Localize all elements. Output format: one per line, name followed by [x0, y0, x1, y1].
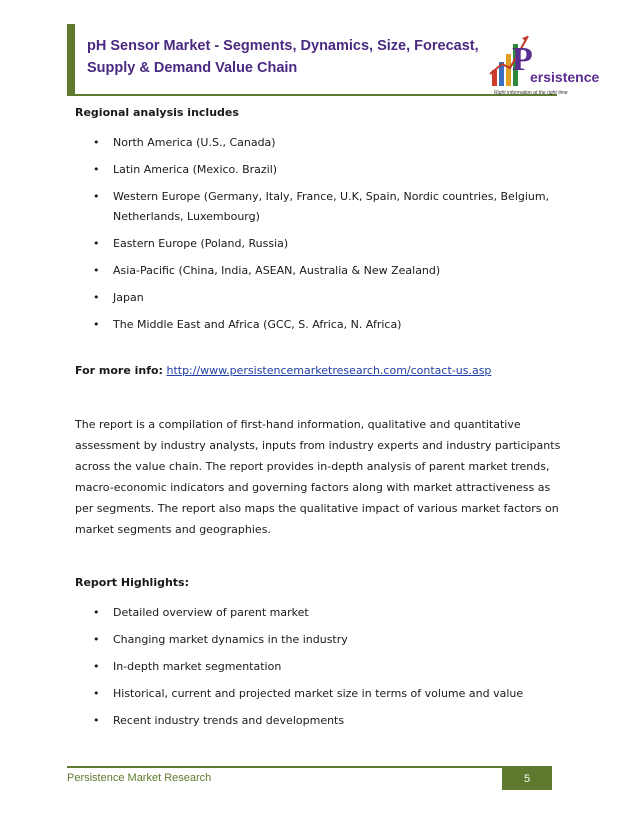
more-info-label: For more info:	[75, 364, 163, 377]
list-item	[75, 630, 565, 650]
bullet-icon: •	[93, 190, 100, 203]
logo-graphic	[488, 30, 600, 100]
list-item	[75, 187, 565, 227]
list-item-text: North America (U.S., Canada)	[113, 136, 276, 149]
list-item-text: Changing market dynamics in the industry	[113, 633, 348, 646]
highlights-list	[75, 603, 565, 731]
list-item	[75, 657, 565, 677]
contact-link[interactable]: http://www.persistencemarketresearch.com/contact-us.asp	[166, 364, 492, 377]
list-item	[75, 133, 565, 153]
page-header	[67, 24, 557, 96]
page-footer	[67, 766, 552, 790]
title-line-2: Supply & Demand Value Chain	[87, 60, 298, 76]
bullet-icon: •	[93, 660, 100, 673]
bullet-icon: •	[93, 318, 100, 331]
title-line-1: pH Sensor Market - Segments, Dynamics, Size, Forecast,	[87, 38, 479, 54]
list-item-text: Detailed overview of parent market	[113, 606, 309, 619]
list-item-text: Latin America (Mexico. Brazil)	[113, 163, 278, 176]
footer-company: Persistence Market Research	[67, 772, 212, 784]
bullet-icon: •	[93, 606, 100, 619]
logo-wordmark: ersistence	[530, 69, 600, 85]
bullet-icon: •	[93, 714, 100, 727]
bullet-icon: •	[93, 633, 100, 646]
report-description: The report is a compilation of first-hand information, qualitative and quantitative assessment by industry analysts, inputs from industry experts and industry participants across the value chain. The report provides in-depth analysis of parent market trends, macro-economic indicators and governing factors along with market attractiveness as per segments. The report also maps the qualitative impact of various market factors on market segments and geographies.	[75, 418, 561, 536]
persistence-logo	[488, 30, 600, 100]
bullet-icon: •	[93, 264, 100, 277]
list-item-text: Eastern Europe (Poland, Russia)	[113, 237, 289, 250]
document-title	[87, 35, 487, 79]
bullet-icon: •	[93, 291, 100, 304]
list-item-text: Recent industry trends and developments	[113, 714, 345, 727]
list-item-text: The Middle East and Africa (GCC, S. Africa, N. Africa)	[113, 318, 402, 331]
bullet-icon: •	[93, 237, 100, 250]
list-item-text: Asia-Pacific (China, India, ASEAN, Australia & New Zealand)	[113, 264, 441, 277]
list-item-text: Japan	[113, 291, 144, 304]
bullet-icon: •	[93, 136, 100, 149]
logo-tagline: Right information at the right time	[494, 90, 568, 96]
highlights-heading: Report Highlights:	[75, 576, 190, 589]
svg-text:P: P	[512, 41, 533, 78]
list-item-text: In-depth market segmentation	[113, 660, 282, 673]
list-item	[75, 261, 565, 281]
list-item	[75, 603, 565, 623]
list-item	[75, 315, 565, 335]
bullet-icon: •	[93, 687, 100, 700]
list-item	[75, 684, 565, 704]
regional-heading: Regional analysis includes	[75, 106, 239, 119]
list-item	[75, 234, 565, 254]
more-info-line	[75, 361, 565, 381]
list-item-text: Western Europe (Germany, Italy, France, U.K, Spain, Nordic countries, Belgium, Netherlands, Luxembourg)	[113, 190, 550, 223]
page-number: 5	[502, 768, 552, 790]
list-item	[75, 711, 565, 731]
list-item-text: Historical, current and projected market size in terms of volume and value	[113, 687, 524, 700]
bullet-icon: •	[93, 163, 100, 176]
list-item	[75, 160, 565, 180]
page-content	[75, 103, 565, 738]
list-item	[75, 288, 565, 308]
regional-list	[75, 133, 565, 335]
